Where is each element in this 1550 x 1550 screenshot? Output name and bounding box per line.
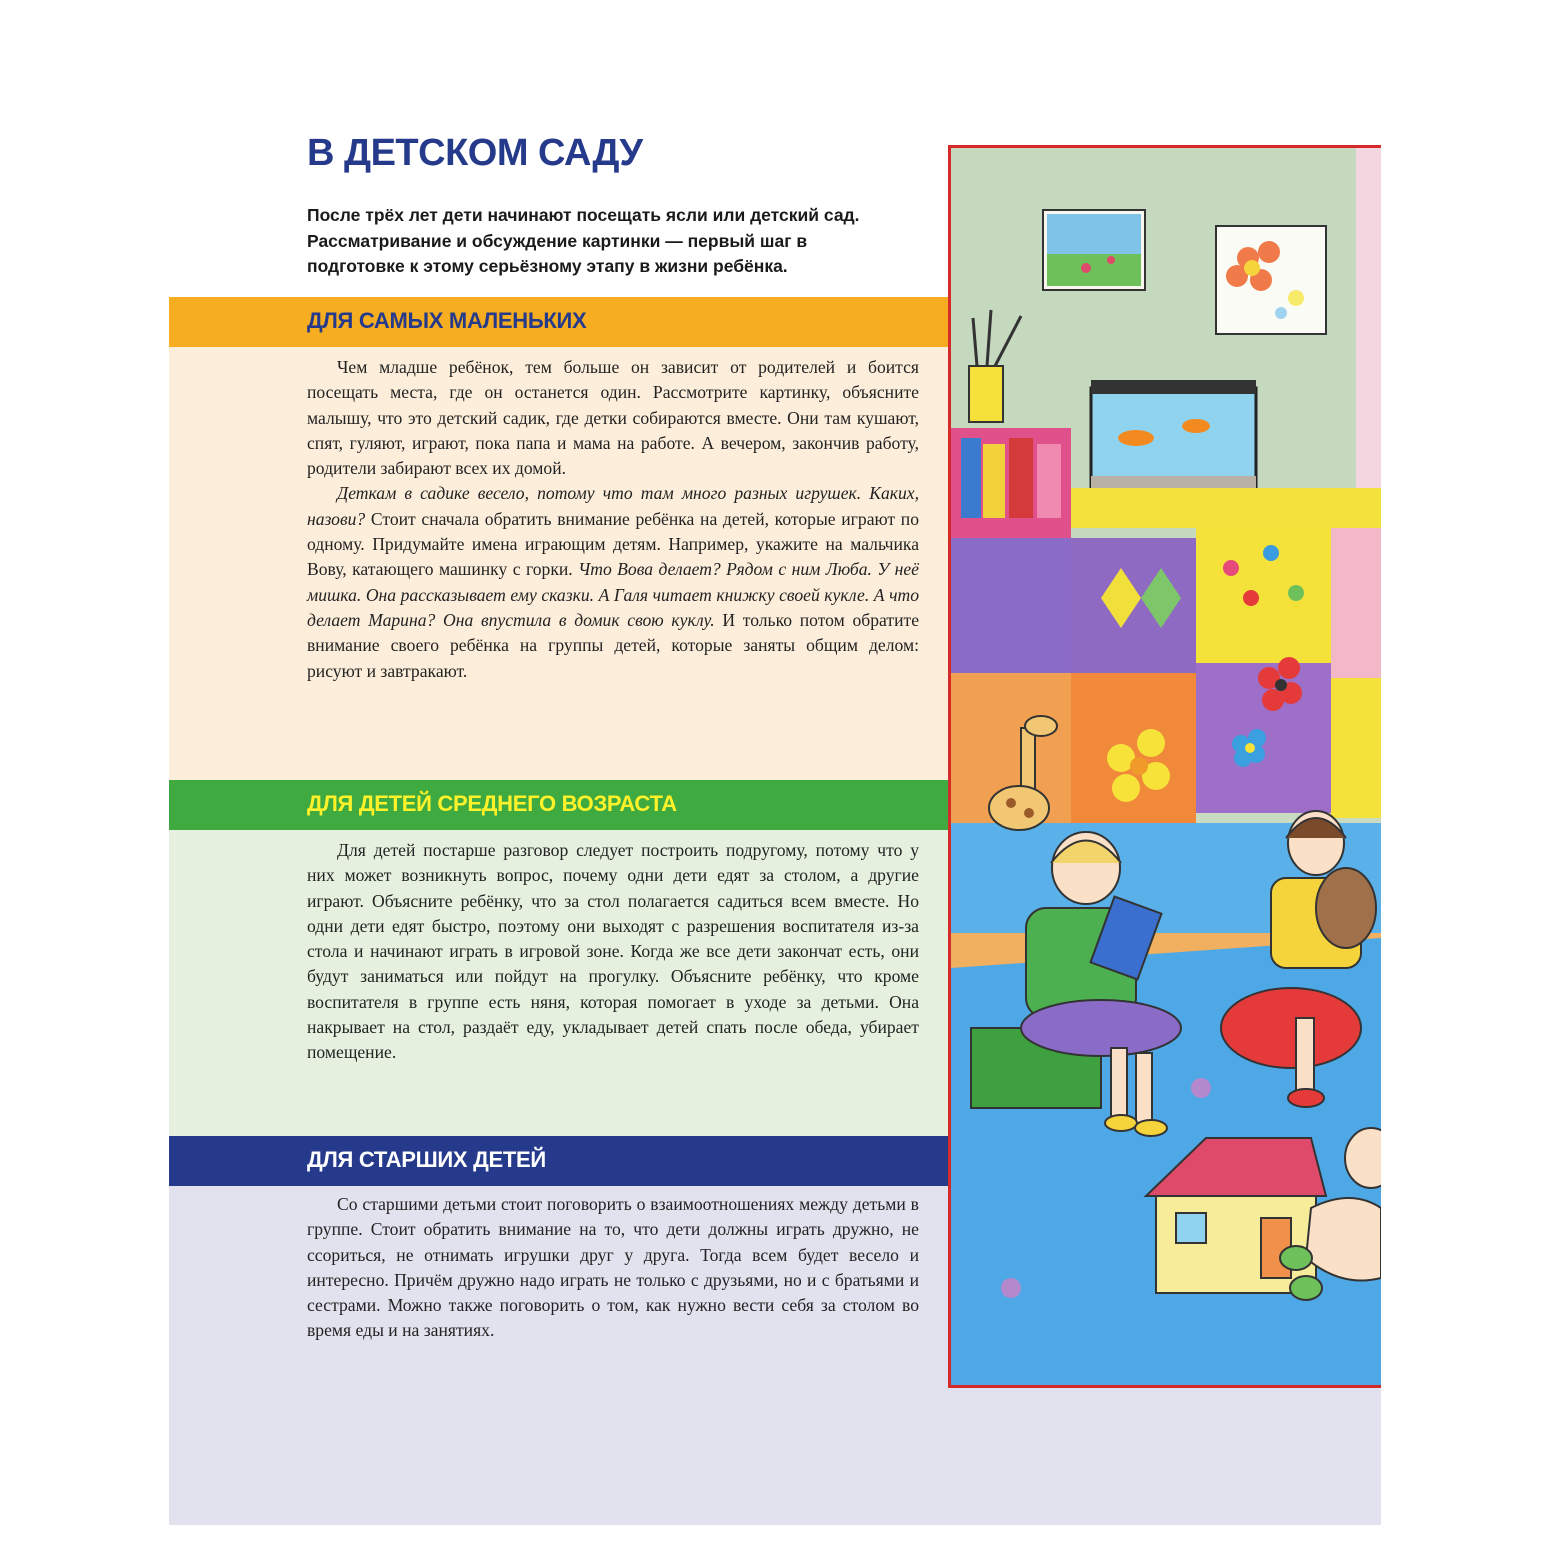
section-heading: ДЛЯ ДЕТЕЙ СРЕДНЕГО ВОЗРАСТА: [307, 791, 677, 816]
intro-text: После трёх лет дети начинают посещать ясли или детский сад. Рассматривание и обсуждение картинки — первый шаг в подготовке к этому серьёзному этапу в жизни ребёнка.: [307, 205, 860, 276]
kindergarten-scene-image: [951, 148, 1381, 1388]
section-heading: ДЛЯ САМЫХ МАЛЕНЬКИХ: [307, 308, 587, 333]
plain-phrase: И только потом обратите внимание своего ребёнка на группы детей, которые заняты общим делом: рисуют и завтракают.: [307, 609, 919, 681]
page-title: В ДЕТСКОМ САДУ: [307, 132, 643, 174]
italic-phrase: Деткам в садике весело, потому что там много разных игрушек. Каких, назови?: [307, 483, 919, 529]
section-text: [307, 355, 919, 684]
painting-landscape: [1043, 210, 1145, 290]
plain-phrase: Стоит сначала обратить внимание ребёнка на детей, которые играют по одному. Придумайте имена играющим детям. Например, укажите на мальчика Вову, катающего машинку с горки.: [307, 508, 919, 580]
section-text: [307, 1192, 919, 1344]
section-panel-oldest: [169, 1186, 949, 1406]
section-header-oldest: [169, 1136, 949, 1186]
paragraph: [307, 481, 919, 683]
section-header-youngest: [169, 297, 949, 347]
painting-flower: [1216, 226, 1326, 334]
section-text: [307, 838, 919, 1066]
section-header-middle: [169, 780, 949, 830]
section-panel-middle: [169, 830, 949, 1136]
paragraph: Для детей постарше разговор следует построить подругому, потому что у них может возникнуть вопрос, почему одни дети едят за столом, а другие играют. Объясните ребёнку, что за стол полагается садиться всем вместе. Но одни дети едят быстро, поэтому они выходят с разрешения воспитателя из-за стола и начинают играть в игровой зоне. Когда же все дети закончат есть, они будут заниматься или пойдут на прогулку. Объясните ребёнку, что кроме воспитателя в группе есть няня, которая помогает в уходе за детьми. Она накрывает на стол, раздаёт еду, укладывает детей спать после обеда, убирает помещение.: [307, 840, 919, 1063]
aquarium: [1091, 380, 1256, 498]
paragraph: Чем младше ребёнок, тем больше он зависит от родителей и боится посещать места, где он останется один. Рассмотрите картинку, объясните малышу, что это детский садик, где детки собираются вместе. Они там кушают, спят, гуляют, играют, пока папа и мама на работе. А вечером, закончив работу, родители забирают всех их домой.: [307, 357, 919, 479]
paragraph: Со старшими детьми стоит поговорить о взаимоотношениях между детьми в группе. Стоит обратить внимание на то, что дети должны играть дружно, не ссориться, не отнимать игрушки друг у друга. Тогда всем будет весело и интересно. Причём дружно надо играть не только с друзьями, но и с братьями и сестрами. Можно также поговорить о том, как нужно вести себя за столом во время еды и на занятиях.: [307, 1194, 919, 1341]
section-panel-youngest: [169, 347, 949, 780]
kindergarten-illustration: [948, 145, 1381, 1388]
italic-phrase: Что Вова делает? Рядом с ним Люба. У неё мишка. Она рассказывает ему сказки. А Галя читает книжку своей кукле. А что делает Марина? Она впустила в домик свою куклу.: [307, 559, 919, 630]
section-heading: ДЛЯ СТАРШИХ ДЕТЕЙ: [307, 1147, 546, 1172]
